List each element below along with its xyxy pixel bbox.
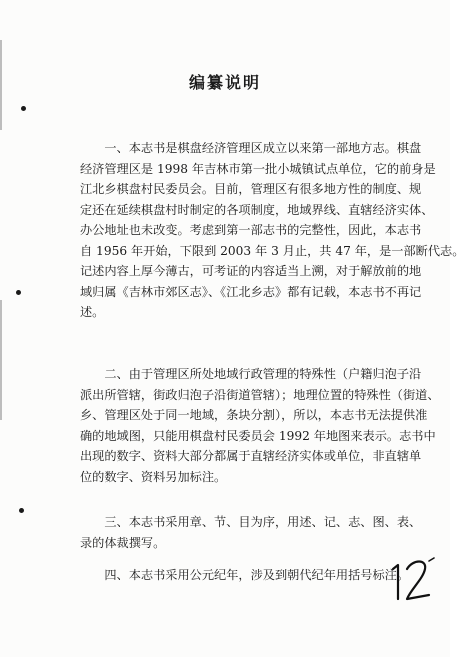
text-line: 述。 xyxy=(80,305,105,319)
handwritten-page-number xyxy=(385,555,440,605)
text-line: 经济管理区是 1998 年吉林市第一批小城镇试点单位，它的前身是 xyxy=(80,161,436,176)
paragraph-2 xyxy=(80,364,440,487)
page-title: 编纂说明 xyxy=(188,73,261,92)
scan-edge-shadow xyxy=(0,300,2,420)
text-line: 四、本志书采用公元纪年，涉及到朝代纪年用括号标注。 xyxy=(80,568,410,582)
binding-hole-dot xyxy=(16,290,21,295)
text-line: 自 1956 年开始，下限到 2003 年 3 月止，共 47 年，是一部断代志。 xyxy=(80,243,464,258)
text-line: 一、本志书是棋盘经济管理区成立以来第一部地方志。棋盘 xyxy=(80,141,422,155)
text-line: 二、由于管理区所处地域行政管理的特殊性（户籍归泡子沿 xyxy=(80,367,422,381)
binding-hole-dot xyxy=(21,106,26,111)
text-line: 位的数字、资料另加标注。 xyxy=(80,469,227,484)
binding-hole-dot xyxy=(19,508,24,513)
paragraph-1 xyxy=(80,138,464,323)
paragraph-3 xyxy=(80,512,422,553)
text-line: 三、本志书采用章、节、目为序，用述、记、志、图、表、 xyxy=(80,515,422,529)
text-line: 确的地域图，只能用棋盘村民委员会 1992 年地图来表示。志书中 xyxy=(80,428,436,443)
text-line: 出现的数字、资料大部分都属于直辖经济实体或单位，非直辖单 xyxy=(80,449,422,463)
paragraph-4 xyxy=(80,565,410,586)
text-line: 乡、管理区处于同一地域，条块分割），所以，本志书无法提供准 xyxy=(80,408,428,422)
text-line: 派出所管辖，街政归泡子沿街道管辖）；地理位置的特殊性（街道、 xyxy=(80,387,440,402)
text-line: 江北乡棋盘村民委员会。目前，管理区有很多地方性的制度、规 xyxy=(80,182,422,196)
text-line: 域归属《吉林市郊区志》、《江北乡志》都有记载，本志书不再记 xyxy=(80,284,422,299)
text-line: 记述内容上厚今薄古，可考证的内容适当上溯，对于解放前的地 xyxy=(80,264,422,278)
text-line: 定还在延续棋盘村时制定的各项制度，地域界线、直辖经济实体、 xyxy=(80,202,434,217)
text-line: 办公地址也未改变。考虑到第一部志书的完整性，因此，本志书 xyxy=(80,223,422,237)
text-line: 录的体裁撰写。 xyxy=(80,535,166,550)
